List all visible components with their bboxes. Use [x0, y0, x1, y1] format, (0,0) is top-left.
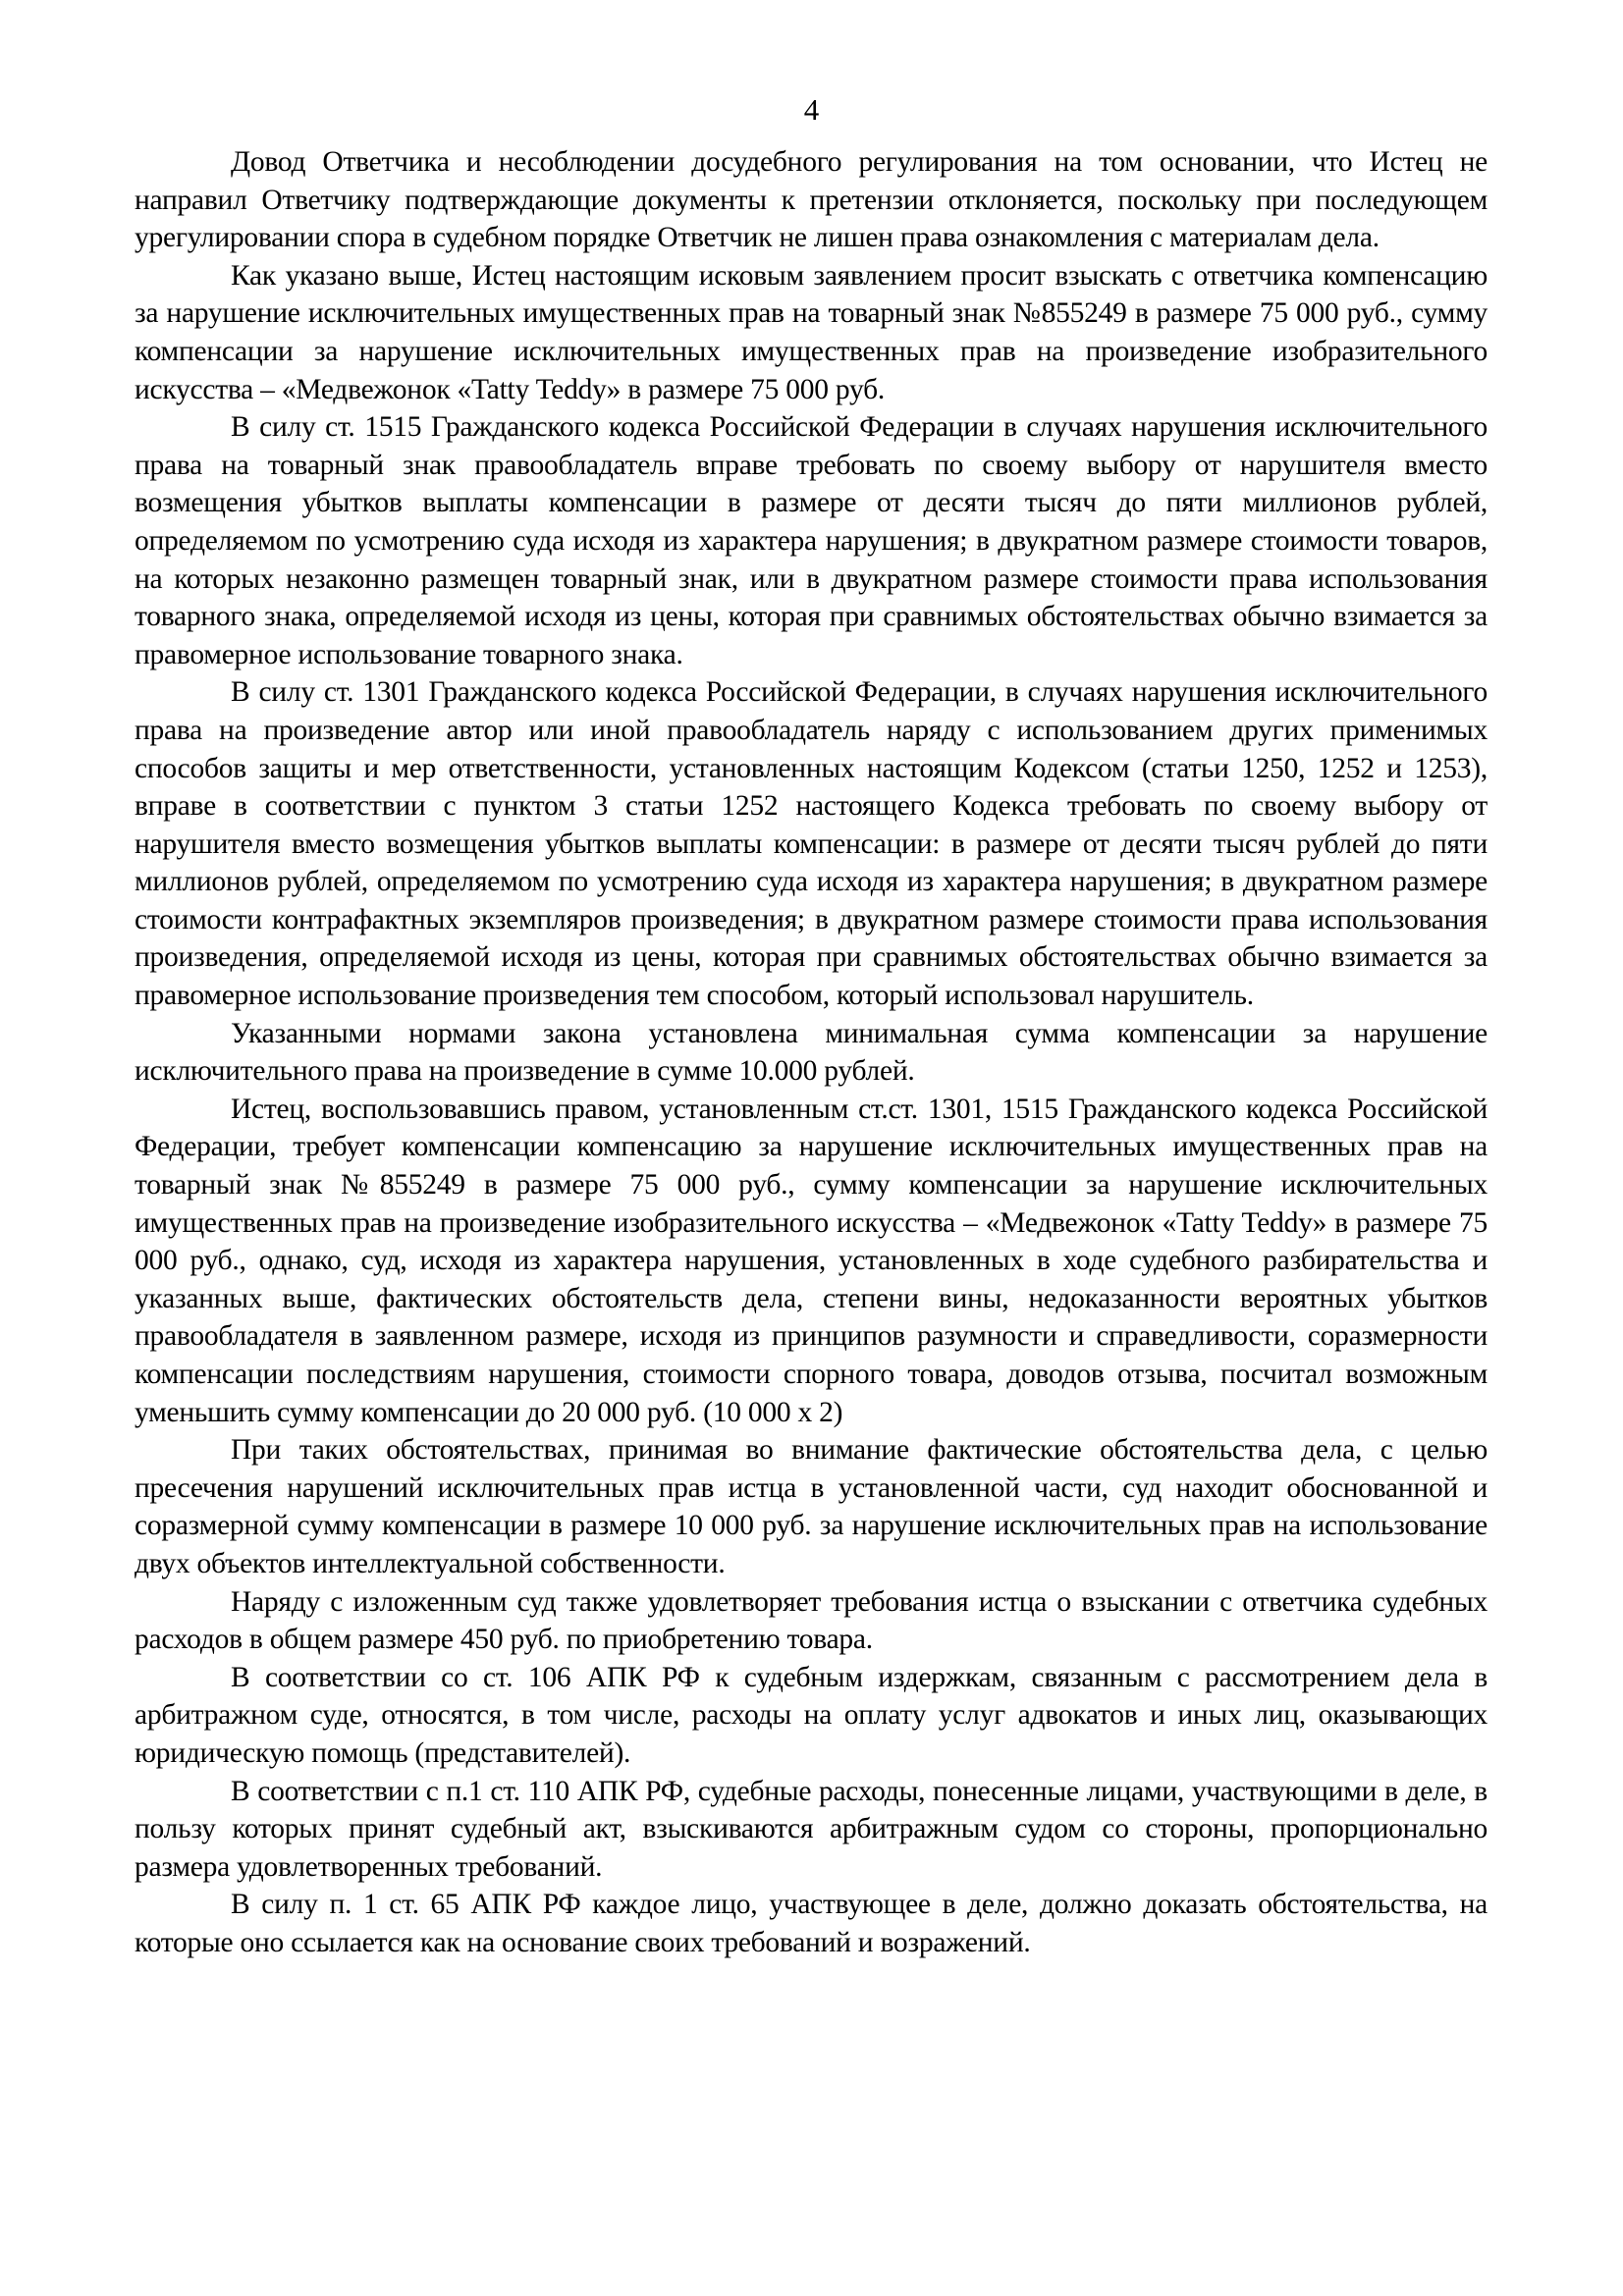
- paragraph-apk-110: В соответствии с п.1 ст. 110 АПК РФ, судебные расходы, понесенные лицами, участвующими в деле, в пользу которых принят судебный акт, взыскиваются арбитражным судом со стороны, пропорционально размера удовлетворенных требований.: [135, 1775, 1488, 1883]
- document-body: [135, 143, 1488, 1962]
- paragraph-minimum-compensation: Указанными нормами закона установлена минимальная сумма компенсации за нарушение исключительного права на произведение в сумме 10.000 рублей.: [135, 1017, 1488, 1088]
- paragraph-court-costs-450: Наряду с изложенным суд также удовлетворяет требования истца о взыскании с ответчика судебных расходов в общем размере 450 руб. по приобретению товара.: [135, 1585, 1488, 1656]
- paragraph-claim-summary: Как указано выше, Истец настоящим исковым заявлением просит взыскать с ответчика компенсацию за нарушение исключительных имущественных прав на товарный знак №855249 в размере 75 000 руб., сумму компенсации за нарушение исключительных имущественных прав на произведение изобразительного искусства – «Медвежонок «Tatty Teddy» в размере 75 000 руб.: [135, 259, 1488, 405]
- paragraph-apk-65: В силу п. 1 ст. 65 АПК РФ каждое лицо, участвующее в деле, должно доказать обстоятельства, на которые оно ссылается как на основание своих требований и возражений.: [135, 1889, 1488, 1958]
- paragraph-objection-rejected: Довод Ответчика и несоблюдении досудебного регулирования на том основании, что Истец не направил Ответчику подтверждающие документы к претензии отклоняется, поскольку при последующем урегулировании спора в судебном порядке Ответчик не лишен права ознакомления с материалам дела.: [135, 146, 1488, 254]
- paragraph-article-1301: В силу ст. 1301 Гражданского кодекса Российской Федерации, в случаях нарушения исключительного права на произведение автор или иной правообладатель наряду с использованием других применимых способов защиты и мер ответственности, установленных настоящим Кодексом (статьи 1250, 1252 и 1253), вправе в соответствии с пунктом 3 статьи 1252 настоящего Кодекса требовать по своему выбору от нарушителя вместо возмещения убытков выплаты компенсации: в размере от десяти тысяч рублей до пяти миллионов рублей, определяемом по усмотрению суда исходя из характера нарушения; в двукратном размере стоимости контрафактных экземпляров произведения; в двукратном размере стоимости права использования произведения, определяемой исходя из цены, которая при сравнимых обстоятельствах обычно взимается за правомерное использование произведения тем способом, который использовал нарушитель.: [135, 676, 1488, 1012]
- paragraph-article-1515: В силу ст. 1515 Гражданского кодекса Российской Федерации в случаях нарушения исключительного права на товарный знак правообладатель вправе требовать по своему выбору от нарушителя вместо возмещения убытков выплаты компенсации в размере от десяти тысяч до пяти миллионов рублей, определяемом по усмотрению суда исходя из характера нарушения; в двукратном размере стоимости товаров, на которых незаконно размещен товарный знак, или в двукратном размере стоимости права использования товарного знака, определяемой исходя из цены, которая при сравнимых обстоятельствах обычно взимается за правомерное использование товарного знака.: [135, 411, 1488, 670]
- page-number: 4: [803, 92, 820, 127]
- paragraph-compensation-decision: При таких обстоятельствах, принимая во внимание фактические обстоятельства дела, с целью пресечения нарушений исключительных прав истца в установленной части, суд находит обоснованной и соразмерной сумму компенсации в размере 10 000 руб. за нарушение исключительных прав на использование двух объектов интеллектуальной собственности.: [135, 1434, 1488, 1579]
- paragraph-apk-106: В соответствии со ст. 106 АПК РФ к судебным издержкам, связанным с рассмотрением дела в арбитражном суде, относятся, в том числе, расходы на оплату услуг адвокатов и иных лиц, оказывающих юридическую помощь (представителей).: [135, 1661, 1488, 1769]
- paragraph-court-reduction: Истец, воспользовавшись правом, установленным ст.ст. 1301, 1515 Гражданского кодекса Российской Федерации, требует компенсации компенсацию за нарушение исключительных имущественных прав на товарный знак №855249 в размере 75 000 руб., сумму компенсации за нарушение исключительных имущественных прав на произведение изобразительного искусства – «Медвежонок «Tatty Teddy» в размере 75 000 руб., однако, суд, исходя из характера нарушения, установленных в ходе судебного разбирательства и указанных выше, фактических обстоятельств дела, степени вины, недоказанности вероятных убытков правообладателя в заявленном размере, исходя из принципов разумности и справедливости, соразмерности компенсации последствиям нарушения, стоимости спорного товара, доводов отзыва, посчитал возможным уменьшить сумму компенсации до 20 000 руб. (10 000 х 2): [135, 1093, 1488, 1428]
